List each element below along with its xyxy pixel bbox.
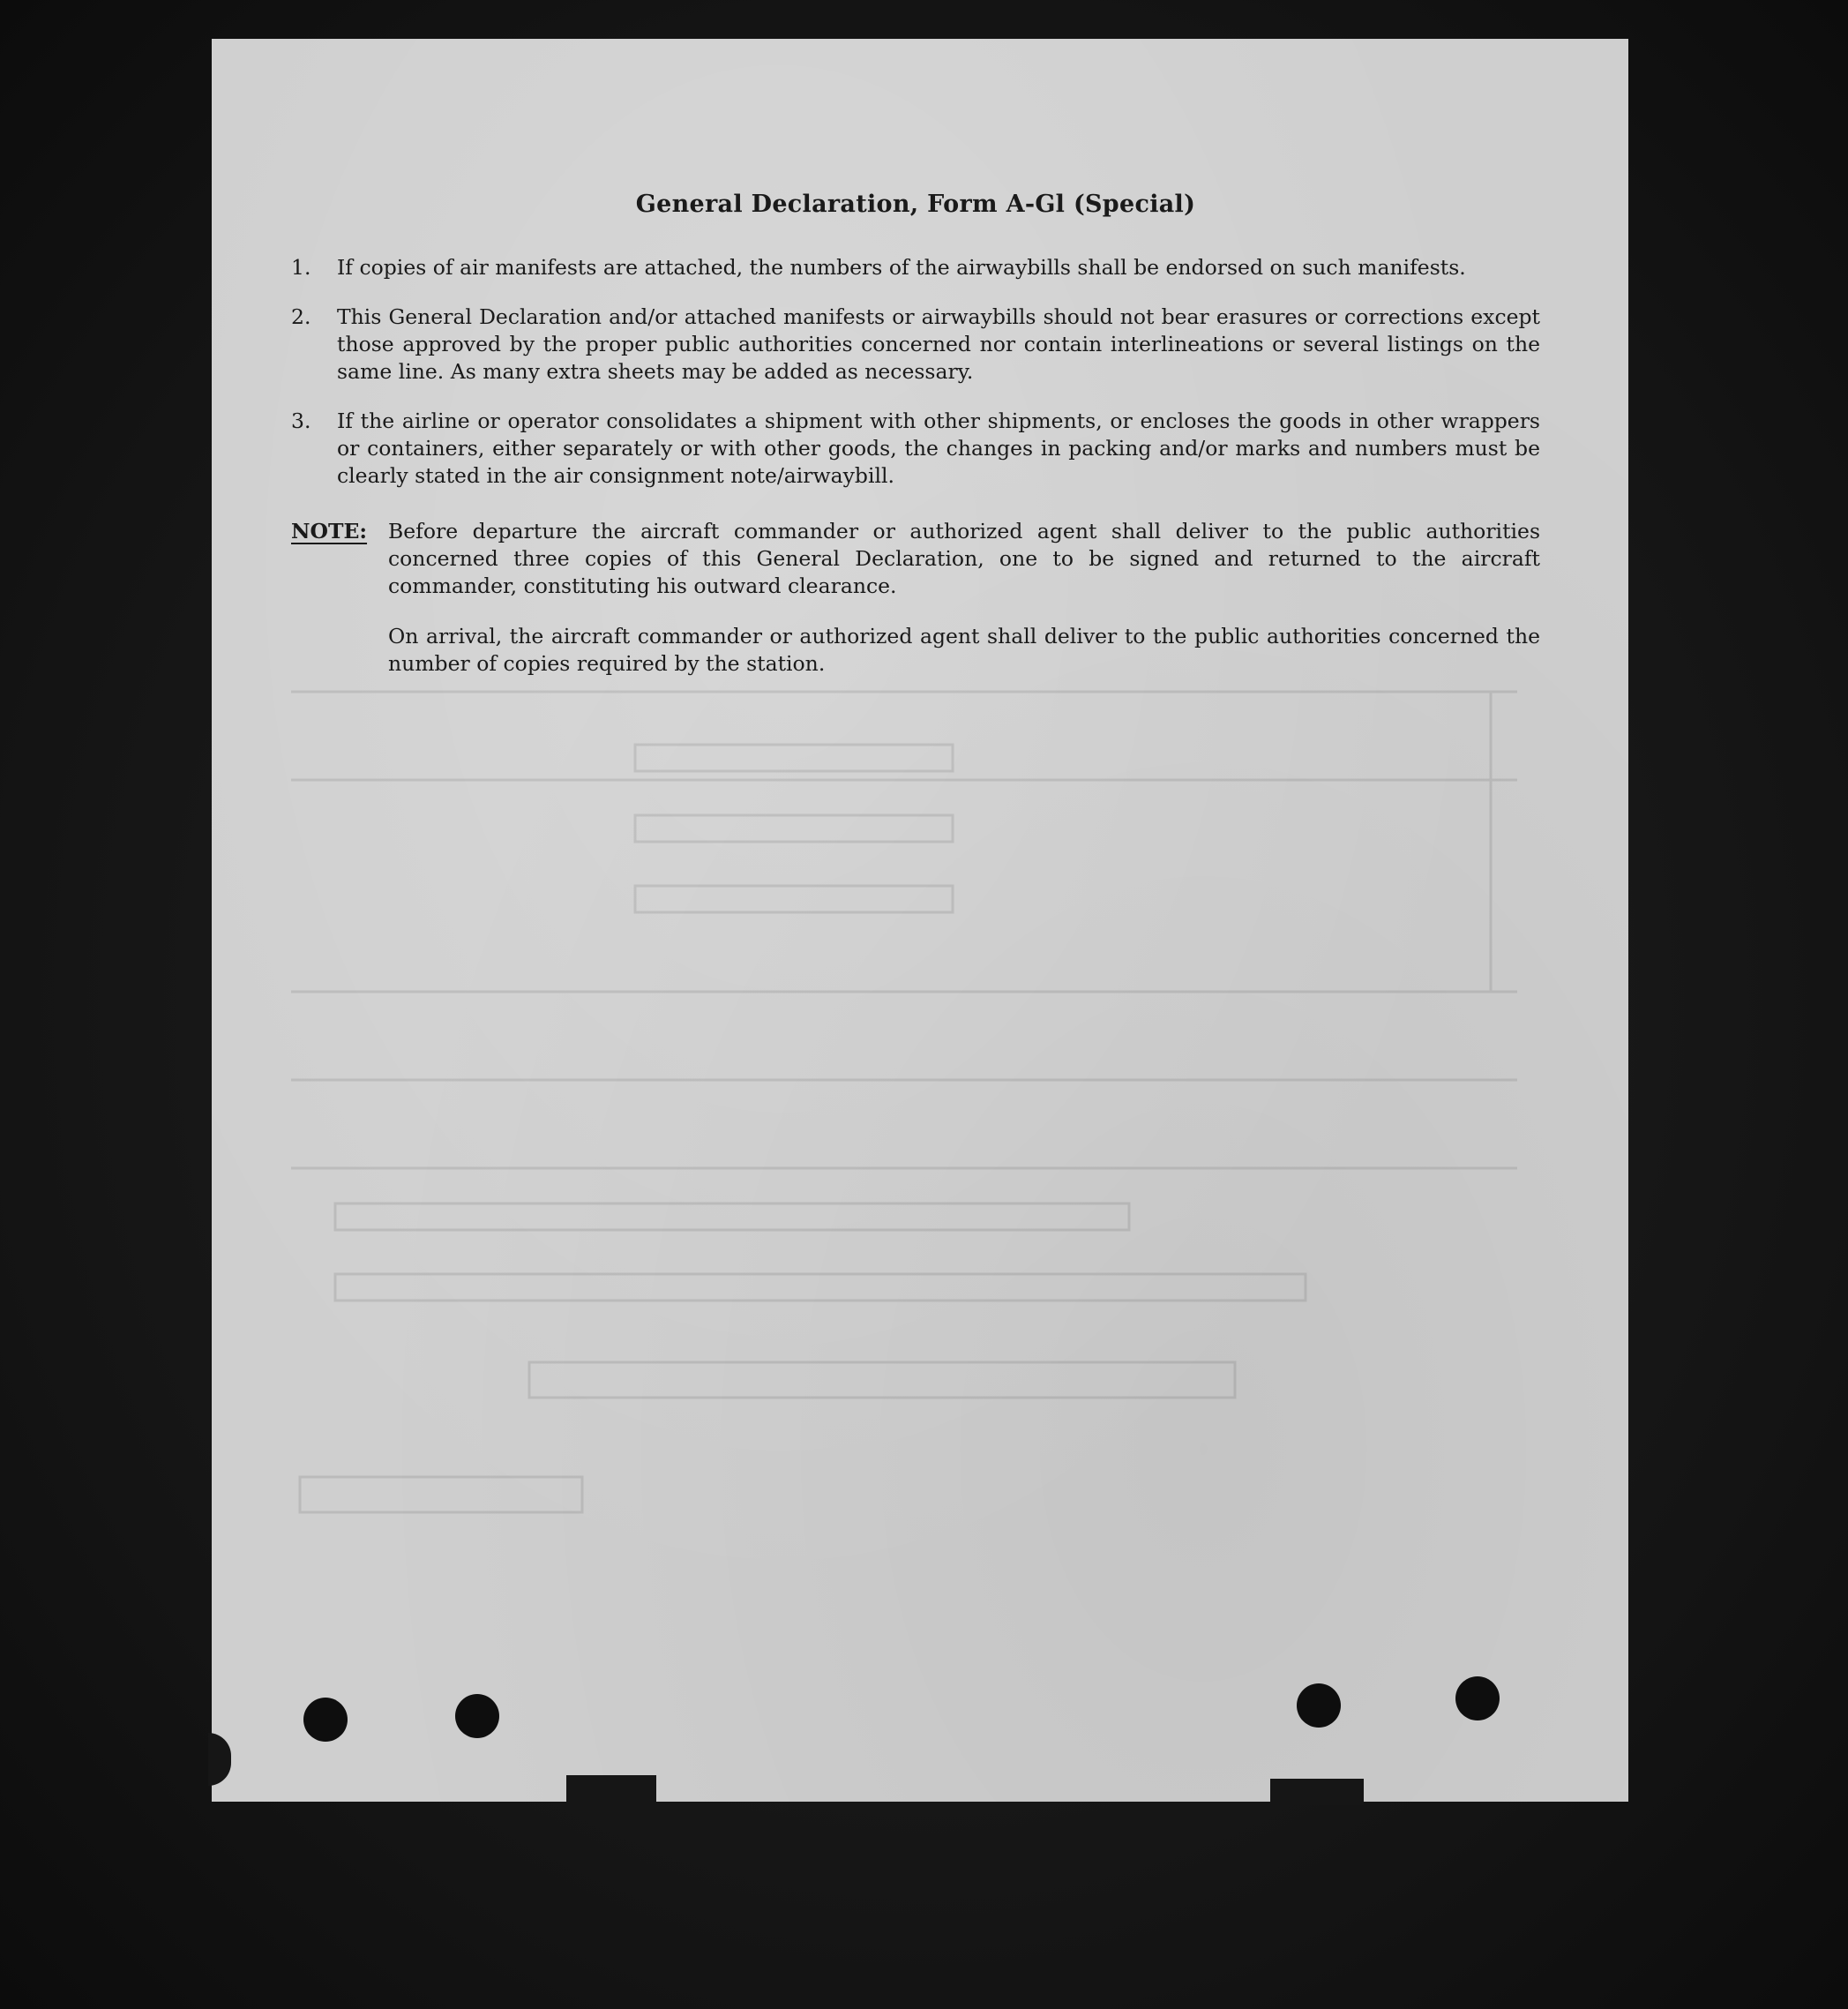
list-item <box>291 408 1540 490</box>
item-number: 2. <box>291 304 311 329</box>
item-number: 3. <box>291 409 311 433</box>
torn-edge <box>208 1733 231 1786</box>
item-text: If the airline or operator consolidates a shipment with other shipments, or encloses the goods in other wrappers or containers, either separately or with other goods, the changes in packing and/or marks and numbers must be clearly stated in the air consignment note/airwaybill. <box>337 409 1540 488</box>
bleed-through-texture <box>265 674 1570 1556</box>
torn-edge <box>566 1775 656 1805</box>
item-text: This General Declaration and/or attached manifests or airwaybills should not bear erasures or corrections except those approved by the proper public authorities concerned nor contain interlineations or several listings on the same line. As many extra sheets may be added as necessary. <box>337 304 1540 384</box>
punch-hole <box>455 1694 499 1738</box>
punch-hole <box>1455 1676 1500 1720</box>
punch-hole <box>303 1698 348 1742</box>
item-number: 1. <box>291 255 311 280</box>
item-text: If copies of air manifests are attached, the numbers of the airwaybills shall be endorsed on such manifests. <box>337 255 1466 280</box>
note-section <box>291 518 1540 678</box>
punch-hole <box>1297 1683 1341 1728</box>
document-page <box>212 39 1628 1802</box>
declaration-content <box>291 191 1540 701</box>
list-item <box>291 304 1540 386</box>
list-item <box>291 254 1540 281</box>
torn-edge <box>1270 1779 1364 1805</box>
note-paragraph: Before departure the aircraft commander or authorized agent shall deliver to the public authorities concerned three copies of this General Declaration, one to be signed and returned to the aircraft commander, constituting his outward clearance. <box>388 519 1540 598</box>
note-label: NOTE: <box>291 519 368 543</box>
note-paragraph: On arrival, the aircraft commander or authorized agent shall deliver to the public authorities concerned the number of copies required by the station. <box>388 624 1540 676</box>
page-title: General Declaration, Form A-Gl (Special) <box>635 191 1196 218</box>
